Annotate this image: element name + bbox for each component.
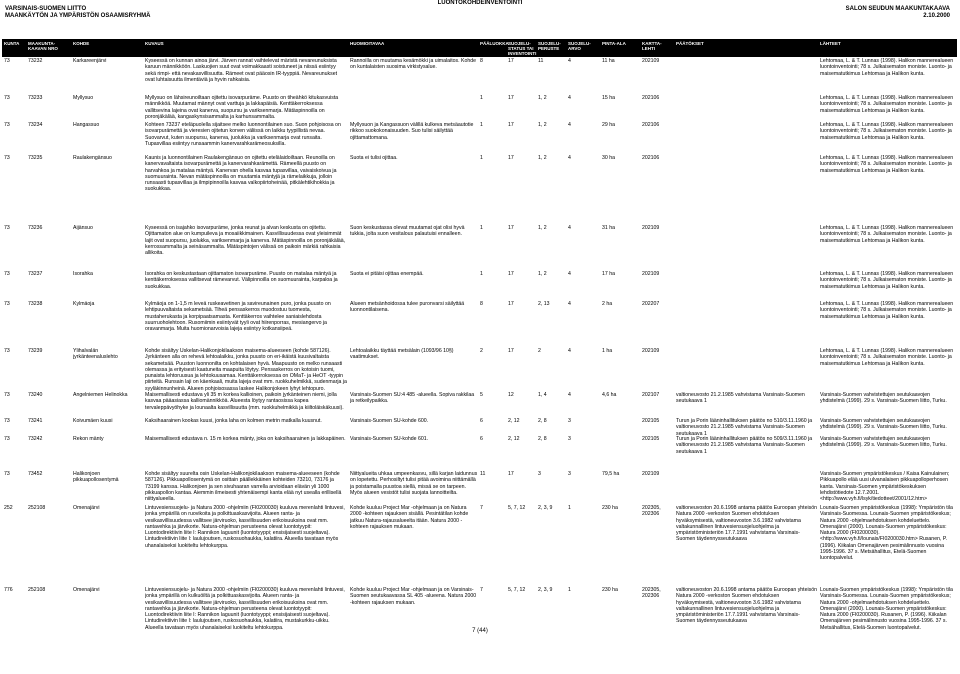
document-title: LUONTOKOHDEINVENTOINTI: [437, 0, 523, 6]
cell-pa: [602, 436, 640, 470]
page-number: 7 (44): [472, 628, 488, 634]
cell-huom: Suota ei pitäisi ojittaa enempää.: [350, 271, 424, 277]
cell-nro: 73242: [28, 436, 43, 442]
header-right: [846, 6, 950, 20]
cell-lah: Lehtomaa, L. & T. Lunnas (1998). Halikon mannerealueen luontoinventointi; 78 s. Julkaisematon moniste. Luonto- ja maisematutkimus Lehtomaa ja Halikon kunta.: [820, 122, 954, 141]
cell-huom: Rannoilla on muutama kesämökki ja uimalaitos. Kohde on kuntalaisten suosima virkistysalue.: [350, 58, 477, 71]
cell-paa: 7: [480, 505, 483, 511]
table-row: [2, 436, 957, 470]
cell-kohde: Omenajärvi: [73, 587, 100, 593]
cell-sp: 2, 3, 9: [538, 505, 553, 511]
cell-sp: 2, 13: [538, 301, 550, 307]
cell-huom: Suon keskustassa olevat muutamat ojat olisi hyvä tukkia, jolta suon vesitalous palautuisi ennalleen.: [350, 225, 465, 238]
cell-kohde: Halikonjoen pikkuapollosentymä: [73, 471, 119, 484]
cell-pa: [602, 418, 640, 435]
cell-sa: 4: [568, 95, 571, 101]
cell-st: 17: [508, 348, 514, 354]
cell-pa: 29 ha: [602, 122, 615, 128]
col-paatokset: PÄÄTÖKSET: [676, 41, 704, 46]
cell-st: 17: [508, 271, 514, 277]
cell-pa: 4,6 ha: [602, 392, 617, 398]
cell-kuvaus: Kyseessä on isajahko isovarpuräme, jonka reunat ja alvan keskusta on ojitettu. Ojittamaton alue on kumpuileva ja mosaiikkimainen. Kasvillisuudessa ovat yleisimmät lajit ovat suopursu, juolukka, variksenmarja ja kanerva. Mätäspinnoilla on poronjäkälää, kerrossammalta ja seinäsammalta. Mätäspintojen välissä on paikoin märkiä rahkaisia allikoita.: [145, 225, 346, 257]
cell-kunta: 73: [4, 418, 10, 424]
cell-kohde: Karkareenjärvi: [73, 58, 107, 64]
plan-name: SALON SEUDUN MAAKUNTAKAAVA: [845, 6, 950, 12]
cell-kohde: Koivumäen kuusi: [73, 418, 113, 424]
col-kunta: KUNTA: [4, 41, 20, 46]
cell-kl: 202109: [642, 348, 660, 354]
cell-sa: 1: [568, 505, 571, 511]
cell-kl: 202109: [642, 225, 660, 231]
cell-huom: Varsinais-Suomen SU-kohde 601.: [350, 436, 429, 442]
cell-st: 2, 12: [508, 436, 520, 442]
cell-st: 17: [508, 471, 514, 477]
table-row: [2, 505, 957, 586]
cell-paa: 1: [480, 225, 483, 231]
cell-paa: 8: [480, 58, 483, 64]
col-kohde: KOHDE: [73, 41, 90, 46]
cell-kl: 202109: [642, 271, 660, 277]
cell-kohde: Myllysuo: [73, 95, 94, 101]
cell-sa: 4: [568, 392, 571, 398]
cell-nro: 73237: [28, 271, 43, 277]
cell-sa: 4: [568, 155, 571, 161]
cell-sa: 3: [568, 471, 571, 477]
cell-sa: 4: [568, 225, 571, 231]
table-row: [2, 471, 957, 504]
cell-kl: 202107: [642, 392, 660, 398]
cell-sa: 1: [568, 587, 571, 593]
cell-kunta: 73: [4, 301, 10, 307]
cell-pat: valtioneuvoston 20.6.1998 antama päätös Euroopan yhteisön Natura 2000 -verkoston Suomen ehdotuksen hyväksymisestä, valtioneuvoston 3.6.1982 vahvistama valtakunnallinen lintuvesiensuojeluohjelma ja ympäristöministeriön 17.7.1991 vahvistama Varsinais-Suomen täydennysseutukaava: [676, 505, 818, 543]
cell-kuvaus: Kohde sisältyy Uskelan-Halikonjokilaakson maisema-alueeseen (kohde 587126). Jyrkänteen alla on rehevä lehtoalaikku, jonka puusto on eri-ikäistä kuusivaltaista sekametsää. Puuston luonnonilta on kohtalaisen hyvä. Maapuusto on melko runsaasti olemassa ja erityisesti kaatuneita maapuita löytyy. Pensaskerros on kotoisin tuomi, punaista lehtoruusua ja lehtokuusamaa. Kenttäkerroksessa on OMaT- ja HeOT -tyypin piirteitä. Runsain laji on käenkaali, muita lajeja ovat mm. ruokkuhelmikkä, sudenmarja ja syyläkinnunheinä. Alueen pohjoisosassa laskee Halikonjokeen lyhyt lehtopuro.: [145, 348, 347, 391]
cell-lah: Lehtomaa, L. & T. Lunnas (1998). Halikon mannerealueen luontoinventointi; 78 s. Julkaisematon moniste. Luonto- ja maisematutkimus Lehtomaa ja Halikon kunta.: [820, 95, 954, 114]
cell-kl: 202109: [642, 58, 660, 64]
cell-nro: 73238: [28, 301, 43, 307]
col-maakuntakaava: MAAKUNTA- KAAVAN NRO: [28, 41, 58, 51]
cell-st: 17: [508, 301, 514, 307]
cell-nro: 73239: [28, 348, 43, 354]
cell-sp: 3: [538, 471, 541, 477]
col-suojeluperuste: SUOJELU- PERUSTE: [538, 41, 561, 51]
cell-kl: 202106: [642, 155, 660, 161]
cell-sa: 4: [568, 271, 571, 277]
cell-pat: [676, 348, 818, 391]
cell-paa: 11: [480, 471, 486, 477]
cell-pa: 79,5 ha: [602, 471, 620, 477]
cell-nro: 73240: [28, 392, 43, 398]
cell-kl: 202109: [642, 471, 660, 477]
cell-kunta: 73: [4, 58, 10, 64]
cell-pa: 17 ha: [602, 271, 615, 277]
cell-st: 2, 12: [508, 418, 520, 424]
cell-nro: 73236: [28, 225, 43, 231]
cell-huom: Varsinais-Suomen SU:4 485 -alueella. Sopiva rakkilaa ja retkeilypaikka.: [350, 392, 475, 405]
cell-kohde: Angelniemen Helinokka: [73, 392, 128, 398]
cell-sp: 1, 2: [538, 225, 547, 231]
cell-pa: 30 ha: [602, 155, 615, 161]
col-pinta-ala: PINTA-ALA: [602, 41, 626, 46]
cell-huom: Suota ei tulisi ojittaa.: [350, 155, 398, 161]
cell-sp: 1, 2: [538, 271, 547, 277]
cell-kuvaus: Kaunis ja luonnontilainen Raulakengänsuo on ojitettu etelälaidoiltaan. Reunoilla on kanervavaltaista isovarpurämettä ja kanervarahkarämettä. Rämeellä puusto on harvahkoa ja matalaa mäntyä. Kanervan ohella kasvaa tupasvillaa, vaivaiskoivua ja suomuurainta. Nevan mätäspinnoilla on muutamia mäntyjä ja rämelaikkuja, jolloin runsaasti tupasvillaa ja ilmpipinnoilla kasvaa valkopiirtoheinää, pitkälehtikihokkia ja suokukkaa.: [145, 155, 337, 193]
cell-huom: Niittyalueita uhkaa umpeenkasvu, sillä karjan laidunnus on lopetettu. Perhosiltyt tulisi pitää avoimina niittämällä ja poistamalla puustoa siellä, missä se on tarpeen. Myös alueen vesistöt tulisi suojata lannoitteilta.: [350, 471, 478, 496]
document-date: 2.10.2000: [923, 13, 950, 19]
cell-pat: valtioneuvosto 21.2.1985 vahvistama Varsinais-Suomen seutukaava 1: [676, 392, 805, 405]
cell-kunta: 73: [4, 436, 10, 442]
cell-nro: 252108: [28, 505, 46, 511]
cell-kl: 202305, 202306: [642, 505, 661, 518]
header-left: [5, 6, 150, 20]
cell-st: 17: [508, 225, 514, 231]
cell-huom: [350, 95, 478, 121]
cell-nro: 73234: [28, 122, 43, 128]
table-row: [2, 95, 957, 121]
org-unit: MAANKÄYTÖN JA YMPÄRISTÖN OSAAMISRYHMÄ: [5, 13, 151, 19]
table-row: [2, 225, 957, 270]
cell-kuvaus: Lintuvesiensuojelu- ja Natura 2000 -ohjelmiin (FI0200030) kuuluva merenlahti lintuvesi, jonka ympärillä on kulkuöiltä ja polkittuaskasvijoita. Alueen ranta- ja vesikasvillisuudessa vallitsee järviruoko, kasvillisuuden erikoisuuksina ovat mm. rantavehka ja järvikorte. Natura-ohjelman perusteena olevat luontotyypit: Luontodirektiivin liite I: Rannikon laguunit (luontotyyppi; ensisijaisesti suojeltava). Lintudirektiivin liite I: laulujoutsen, ruskosuohaukka, kalatiira, mustakurkku-uikku. Alueella tavataan myös uhanalaiseksi luokiteltu lehtokurppa.: [145, 587, 345, 631]
cell-kunta: 73: [4, 155, 10, 161]
cell-kuvaus: Kyseessä on kunnan ainoa järvi. Järven rannat vaihtelevat märistä nevareunuksista karuun männikköön. Laskuojien suut ovat voimakkaasti soistuneet ja niissä esiintyy sekä rimpi- että nevakasvillisuutta. Rämeet ovat pääosin IR-tyyppiä. Nevareunukset ovat luhtaisuutta ilmentäviä ja hyvin rahkaisia.: [145, 58, 338, 83]
cell-paa: 1: [480, 95, 483, 101]
table-row: [2, 348, 957, 391]
cell-kunta: 73: [4, 392, 10, 398]
cell-kunta: 252: [4, 505, 13, 511]
cell-lah: Varsinais-Suomen vahvistettujen seutukaavojen yhdistelmä (1999). 29 s. Varsinais-Suomen liitto, Turku.: [820, 392, 947, 405]
cell-nro: 73233: [28, 95, 43, 101]
cell-sp: 2, 8: [538, 436, 547, 442]
cell-sa: 4: [568, 348, 571, 354]
cell-kohde: Äijänsuo: [73, 225, 93, 231]
col-kuvaus: KUVAUS: [145, 41, 164, 46]
col-huomioitavaa: HUOMIOITAVAA: [350, 41, 385, 46]
org-name: VARSINAIS-SUOMEN LIITTO: [5, 6, 87, 12]
cell-huom: Varsinais-Suomen SU-kohde 600.: [350, 418, 429, 424]
cell-st: 17: [508, 155, 514, 161]
cell-lah: Lehtomaa, L. & T. Lunnas (1998). Halikon mannerealueen luontoinventointi; 78 s. Julkaisematon moniste. Luonto- ja maisematutkimus Lehtomaa ja Halikon kunta.: [820, 301, 954, 320]
col-paaluokka: PÄÄLUOKKA: [480, 41, 509, 46]
cell-paa: 8: [480, 301, 483, 307]
cell-lah: Lehtomaa, L. & T. Lunnas (1998). Halikon mannerealueen luontoinventointi; 78 s. Julkaisematon moniste. Luonto- ja maisematutkimus Lehtomaa ja Halikon kunta.: [820, 271, 954, 290]
cell-kohde: Hangassuo: [73, 122, 100, 128]
cell-pa: 31 ha: [602, 225, 615, 231]
cell-kl: 202106: [642, 122, 660, 128]
cell-kunta: 776: [4, 587, 13, 593]
cell-sp: 1, 2: [538, 122, 547, 128]
cell-sa: 3: [568, 418, 571, 424]
cell-paa: 5: [480, 392, 483, 398]
cell-pat: [676, 155, 818, 224]
table-row: [2, 418, 957, 435]
cell-kuvaus: Lintuvesiensuojelu- ja Natura 2000 -ohjelmiin (FI0200030) kuuluva merenlahti lintuvesi, jonka ympärillä on ruovikoita ja polkittuaskasvijoita. Alueen ranta- ja vesikasvillisuudessa vallitsee järviruoko, kasvillisuuden erikoisuuksina ovat mm. rantavehka ja järvikorte. Natura-ohjelman perusteena olevat luontotyypit: Luontodirektiivin liite I: Rannikon laguunit (luontotyyppi; ensisijaisesti suojeltava). Lintudirektiivin liite I: laulujoutsen, ruskosuohaukka, kalatiira. Alueella tavataan myös uhanalaiseksi luokiteltu lehtokurppa.: [145, 505, 345, 549]
cell-kuvaus: Maisemallisesti edustava yli 35 m korkea kallioinen, paikoin jyrkänteinen niemi, jolla kasvaa pääasiassa kalliomännikköä. Alueesta löytyy rantaosissa kapea tervaleppävyöhyke ja lounaalta kasvillisuutta (mm. ruokkuhelmikkä ja kiiltoläiskäkuusi).: [145, 392, 344, 411]
cell-paa: 2: [480, 348, 483, 354]
cell-paa: 1: [480, 122, 483, 128]
cell-sa: 4: [568, 58, 571, 64]
cell-huom: Kohde kuuluu Project Mar -ohjelmaan ja on Varsinais-Suomen seutukaavassa SL 405 -alueena. Natura 2000 -kohteen rajauksen mukaan.: [350, 587, 477, 606]
cell-sa: 3: [568, 436, 571, 442]
cell-kl: 202207: [642, 301, 660, 307]
cell-pa: 230 ha: [602, 587, 618, 593]
cell-paa: 1: [480, 271, 483, 277]
cell-pa: 15 ha: [602, 95, 615, 101]
cell-pat: valtioneuvoston 20.6.1998 antama päätös Euroopan yhteisön Natura 2000 -verkoston Suomen ehdotuksen hyväksymisestä, valtioneuvoston 3.6.1982 vahvistama valtakunnallinen lintuvesiensuojeluohjelma ja ympäristöministeriön 17.7.1991 vahvistama Varsinais-Suomen täydennysseutukaava: [676, 587, 818, 625]
cell-lah: Lehtomaa, L. & T. Lunnas (1998). Halikon mannerealueen luontoinventointi; 78 s. Julkaisematon moniste. Luonto- ja maisematutkimus Lehtomaa ja Halikon kunta.: [820, 225, 954, 244]
cell-sa: 4: [568, 122, 571, 128]
table-row: [2, 271, 957, 300]
cell-lah: Lehtomaa, L. & T. Lunnas (1998). Halikon mannerealueen luontoinventointi; 78 s. Julkaisematon moniste. Luonto- ja maisematutkimus Lehtomaa ja Halikon kunta.: [820, 155, 954, 174]
cell-st: 5, 7, 12: [508, 505, 526, 511]
cell-kuvaus: Kaksihaarainen kookas kuusi, jonka laha on kolmen metrin matkalla kuusnut.: [145, 418, 322, 424]
cell-st: 5, 7, 12: [508, 587, 526, 593]
cell-lah: Varsinais-Suomen ympäristökeskus / Kaisa Kainulainen; Pikkuapollo elää uusi ulvanalaisen pikkuapolloperhosen kanta. Varsinais-Suomen ympäristökeskuksen lehdistötiedote 12.7.2001. <http://www.vyh.fi/lsyk/tiedotteet/2001/12.htm>: [820, 471, 950, 503]
cell-huom: Lehtoalaikku täyttää metsälain (1093/96 10§) vaatimukset.: [350, 348, 454, 361]
cell-kohde: Ylihalvalän jyrkänteenaluslehto: [73, 348, 118, 361]
cell-st: 17: [508, 122, 514, 128]
cell-pat: Turun ja Porin lääninhallituksen päätös no 509/3.11.1960 ja valtioneuvosto 21.2.1985 vahvistama Varsinais-Suomen seutukaava 1: [676, 436, 813, 455]
col-suojeluarvo: SUOJELU- ARVO: [568, 41, 591, 51]
cell-sp: 2, 3, 9: [538, 587, 553, 593]
cell-lah: Lehtomaa, L. & T. Lunnas (1998). Halikon mannerealueen luontoinventointi; 78 s. Julkaisematon moniste. Luonto- ja maisematutkimus Lehtomaa ja Halikon kunta.: [820, 58, 954, 77]
cell-sp: 1, 4: [538, 392, 547, 398]
cell-kl: 202305, 202306: [642, 587, 661, 600]
cell-kunta: 73: [4, 122, 10, 128]
table-row: [2, 58, 957, 94]
cell-st: 17: [508, 58, 514, 64]
cell-kunta: 73: [4, 471, 10, 477]
cell-kuvaus: Myllysuo on lähsireunoiltaan ojitettu isovarpuräme. Puusto on tiheähkö kitukasvuista männikköä. Muutamat männyt ovat varttuja ja lakkapäisiä. Kenttäkerroksessa vallitsevina lajeina ovat kanerva, suopursu ja variksenmarja. Mätäspinnoilla on poronjäkälää, kangaskynsisammalta ja karhunsammalta.: [145, 95, 339, 120]
table-row: [2, 392, 957, 417]
cell-nro: 252108: [28, 587, 46, 593]
cell-paa: 6: [480, 418, 483, 424]
cell-sa: 4: [568, 301, 571, 307]
cell-kuvaus: Kylmäoja on 1-1,5 m leveä ruskeavetinen ja savireunainen puro, jonka puusto on lehtipuuvaltaista sekametsää. Tiheä pensaskerros muodostuu tuomesta, mustaherukasta ja korpipaatsamasta. Kenttäkerros vaihtelee saniaislehdosta suurruoholehtoon. Rusomiimin esiintyvät tyyli ovat hiirenporras, mesiangervo ja oravanmarja. Muita huomionarvoisia lajeja esiintyy kotkansiipeä.: [145, 301, 331, 333]
cell-pat: [676, 471, 818, 504]
table-row: [2, 301, 957, 347]
cell-sp: 2, 8: [538, 418, 547, 424]
cell-st: 12: [508, 392, 514, 398]
cell-lah: Lehtomaa, L. & T. Lunnas (1998). Halikon mannerealueen luontoinventointi; 78 s. Julkaisematon moniste. Luonto- ja maisematutkimus Lehtomaa ja Halikon kunta.: [820, 348, 954, 367]
cell-huom: Myllysuon ja Kangassuon välillä kulkeva metsäautotie rikkoo suokokonaisuuden. Suo tulisi säilyttää ojittamattomana.: [350, 122, 474, 141]
cell-kohde: Rekon mänty: [73, 436, 104, 442]
cell-kuvaus: Maisemallisesti edustava n. 15 m korkea mänty, joka on kaksihaarainen ja lakkapäinen.: [145, 436, 346, 442]
cell-lah: Varsinais-Suomen vahvistettujen seutukaavojen yhdistelmä (1999). 29 s. Varsinais-Suomen liitto, Turku.: [820, 436, 947, 449]
cell-kunta: 73: [4, 271, 10, 277]
cell-nro: 73452: [28, 471, 43, 477]
cell-pat: Turun ja Porin lääninhallituksen päätös no 510/3.11.1960 ja valtioneuvosto 21.2.1985 vahvistama Varsinais-Suomen seutukaava 1: [676, 418, 813, 435]
cell-nro: 73235: [28, 155, 43, 161]
cell-kl: 202106: [642, 95, 660, 101]
table-row: [2, 155, 957, 224]
cell-nro: 73232: [28, 58, 43, 64]
cell-kohde: Isorahka: [73, 271, 93, 277]
table-row: [2, 122, 957, 154]
cell-kl: 202105: [642, 436, 660, 442]
cell-lah: Lounais-Suomen ympäristökeskus (1998): Ympäristön tila Varsinais-Suomessa. Lounais-Suomen ympäristökeskus; Natura 2000 -ohjelmaehdotuksen kohdeluettelo. Omenajärvi (2000). Lounais-Suomen ympäristökeskus: Natura 2000 (FI0200030). Rusanen, P. (1996). Kiikalan Omenajärven pesimälinnusto vuosina 1995-1996. 37 s. Metsähallitus, Etelä-Suomen luontopalvelut.: [820, 587, 953, 631]
cell-sp: 1, 2: [538, 95, 547, 101]
cell-kuvaus: Kohteen 73237 eteläpuolella sijaitsee melko luonnontilainen suo. Suon pohjoisosa on isovarpurämettä ja vieresien ojitetun korven väliissä on laikku tyypillistä nevaa. Suovarvut, kuten suopursu, kanerva, juolukka ja variksenmarja ovat runsaita. Tupasvillaa esiintyy runsaammin kanervarahkarämeosuksilla.: [145, 122, 341, 147]
cell-pat: [676, 225, 818, 270]
cell-kohde: Omenajärvi: [73, 505, 100, 511]
cell-pa: 2 ha: [602, 301, 613, 307]
cell-lah: Lounais-Suomen ympäristökeskus (1998): Ympäristön tila Varsinais-Suomessa. Lounais-Suomen ympäristökeskus; Natura 2000 -ohjelmaehdotuksen kohdeluettelo. Omenajärvi (2000). Lounais-Suomen ympäristökeskus: Natura 2000 (FI0200030). <http://www.vyh.fi/lounais/FI0200030.htm> Rusanen, P. (1996). Kiikalan Omenajärven pesimälinnusto vuosina 1995-1996. 37 s. Metsähallitus, Etelä-Suomen luontopalvelut.: [820, 505, 953, 562]
cell-pat: [676, 122, 818, 154]
cell-kohde: Raulakengänsuo: [73, 155, 112, 161]
cell-pa: 230 ha: [602, 505, 618, 511]
cell-kunta: 73: [4, 95, 10, 101]
column-header-bar: [2, 39, 957, 57]
cell-kohde: Kylmäoja: [73, 301, 95, 307]
cell-pa: 11 ha: [602, 58, 615, 64]
cell-kunta: 73: [4, 225, 10, 231]
cell-sp: 11: [538, 58, 544, 64]
cell-kuvaus: Isorahka on keskustastaan ojittamaton isovarpuräme. Puusto on matalaa mäntyä ja kenttäkerroksessa vallitsevat rämevarvut. Välipinnoilla on suomuurainta, karpaloa ja suokukkaa.: [145, 271, 338, 290]
col-karttalehti: KARTTA- LEHTI: [642, 41, 662, 51]
cell-huom: Kohde kuuluu Project Mar -ohjelmaan ja on Natura 2000 -kohteen rajauksen sisällä. Pesintätilan kohde jatkuu Natura-rajausalueelta itään. Natura 2000 -kohteen rajauksen mukaan.: [350, 505, 469, 530]
cell-sp: 2: [538, 348, 541, 354]
cell-nro: 73241: [28, 418, 43, 424]
col-suojelustatus: SUOJELU- STATUS TAI INVENTOINTI: [508, 41, 537, 56]
cell-pat: [676, 58, 818, 94]
cell-paa: 6: [480, 436, 483, 442]
cell-lah: Varsinais-Suomen vahvistettujen seutukaavojen yhdistelmä (1999). 29 s. Varsinais-Suomen liitto, Turku.: [820, 418, 947, 431]
cell-paa: 1: [480, 155, 483, 161]
cell-huom: Alueen metsänhoidossa tulee puronvarsi säilyttää luonnontilaisena.: [350, 301, 465, 314]
cell-pa: 1 ha: [602, 348, 613, 354]
cell-kunta: 73: [4, 348, 10, 354]
cell-sp: 1, 2: [538, 155, 547, 161]
cell-pat: [676, 95, 818, 121]
cell-pat: [676, 271, 818, 300]
cell-kl: 202105: [642, 418, 660, 424]
cell-pat: [676, 301, 818, 347]
cell-paa: 7: [480, 587, 483, 593]
cell-kuvaus: Kohde sisältyy suurelta osin Uskelan-Halikonjokilaakson maisema-alueeseen (kohde 587126). Pikkuapollosentymä on osittain päällekkäinen kohteiden 73210, 73176 ja 73199 kanssa. Halikonjoen ja sen sivuhaaran varrella arvioidaan elävän yli 1000 pikkuapollon kantaa. Aiemmin ilmeisesti yhtenäisempi kanta elää nyt usealla erillisellä niittyalueella.: [145, 471, 342, 503]
cell-st: 17: [508, 95, 514, 101]
col-lahteet: LÄHTEET: [820, 41, 841, 46]
